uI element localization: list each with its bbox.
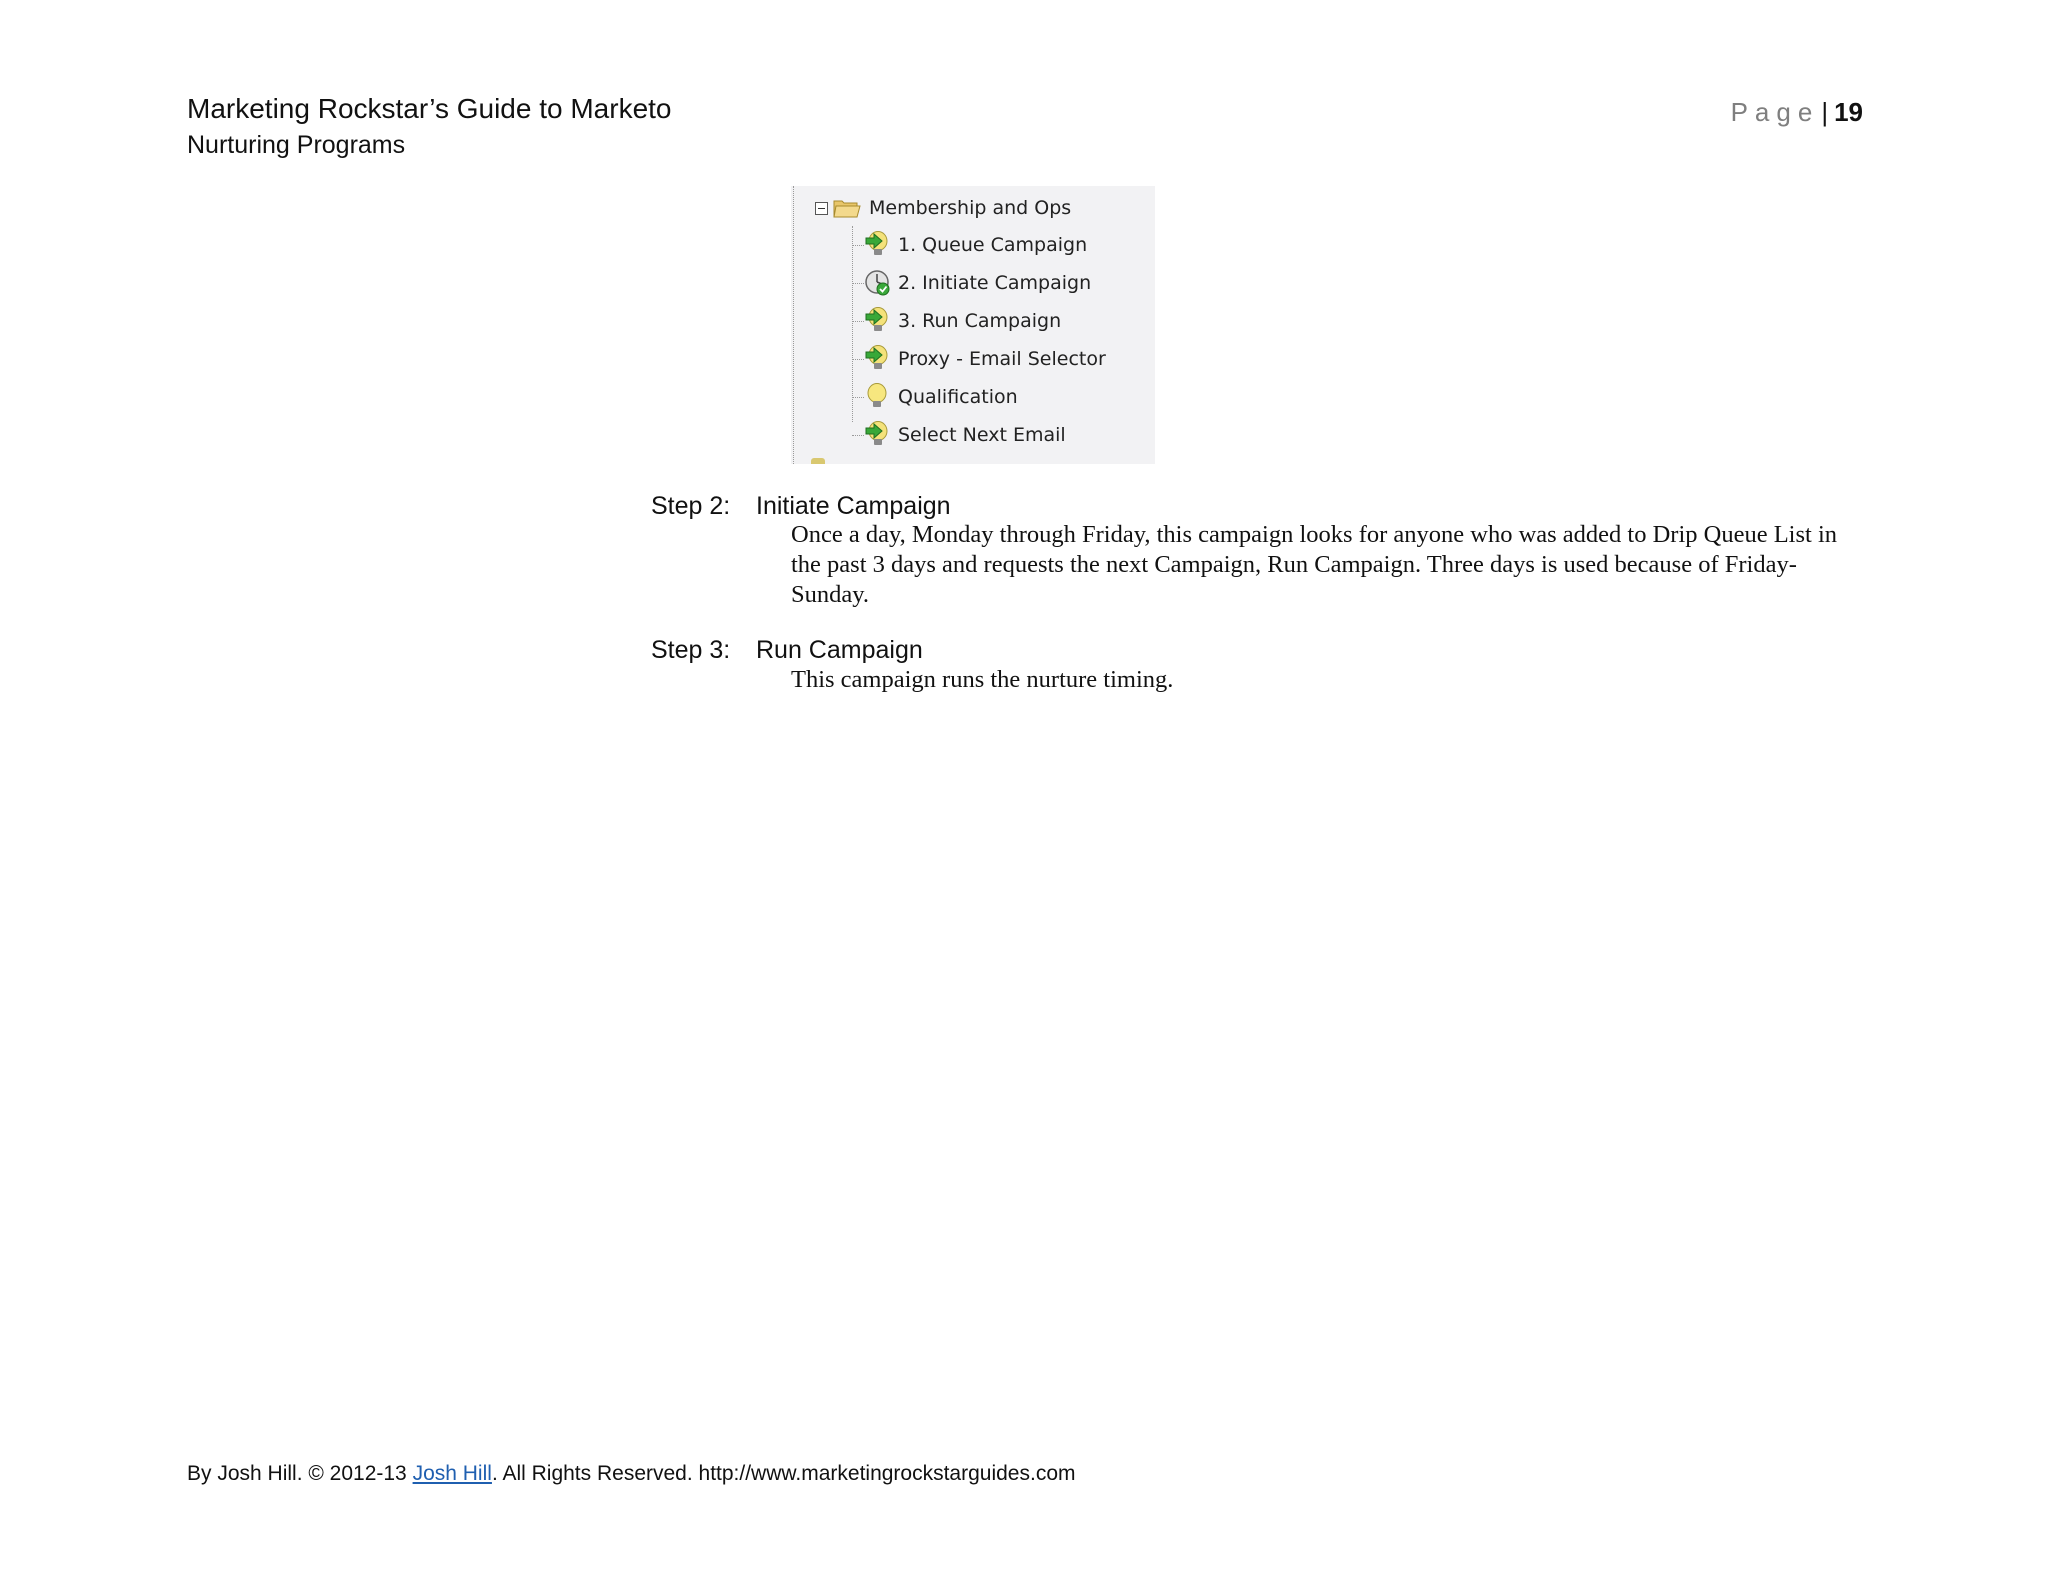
section-subtitle: Nurturing Programs: [187, 131, 406, 159]
trigger-campaign-icon: [864, 420, 890, 450]
tree-item[interactable]: [864, 228, 1087, 262]
document-title: Marketing Rockstar’s Guide to Marketo: [187, 93, 672, 124]
tree-item[interactable]: [864, 342, 1106, 376]
scheduled-campaign-icon: [864, 268, 890, 298]
tree-item-label: Proxy - Email Selector: [898, 348, 1106, 370]
tree-item-label: 2. Initiate Campaign: [898, 272, 1092, 294]
step-description: Once a day, Monday through Friday, this campaign looks for anyone who was added to Drip Queue List in the past 3 days and requests the next Campaign, Run Campaign. Three days is used because of Friday-Sunday.: [791, 521, 1838, 608]
tree-guide-line: [793, 186, 794, 464]
page-separator: |: [1821, 97, 1829, 127]
step-description: This campaign runs the nurture timing.: [791, 666, 1174, 693]
trigger-campaign-icon: [864, 344, 890, 374]
step-heading: [651, 492, 951, 521]
trigger-campaign-icon: [864, 230, 890, 260]
page-number-label: [1731, 97, 1863, 128]
step-heading: [651, 636, 923, 665]
tree-guide-line: [852, 226, 853, 422]
tree-root-node[interactable]: [815, 194, 1071, 222]
tree-root-label: Membership and Ops: [869, 197, 1072, 219]
page-footer: [187, 1462, 1076, 1486]
step-number: Step 3:: [651, 636, 731, 664]
campaign-tree-screenshot: [791, 186, 1155, 464]
page-number: 19: [1834, 97, 1863, 127]
tree-item-label: Select Next Email: [898, 424, 1066, 446]
tree-item[interactable]: [864, 266, 1091, 300]
step-number: Step 2:: [651, 492, 731, 520]
tree-item[interactable]: [864, 304, 1061, 338]
step-title: Run Campaign: [756, 636, 923, 664]
lightbulb-icon: [864, 382, 890, 412]
page-word: Page: [1730, 97, 1820, 127]
author-link[interactable]: Josh Hill: [412, 1462, 492, 1485]
footer-prefix: By Josh Hill. © 2012-13: [187, 1462, 413, 1485]
next-folder-stub: [811, 458, 825, 464]
folder-icon: [833, 197, 861, 219]
tree-item[interactable]: [864, 418, 1066, 452]
tree-item[interactable]: [864, 380, 1018, 414]
trigger-campaign-icon: [864, 306, 890, 336]
tree-item-label: Qualification: [898, 386, 1018, 408]
tree-item-label: 1. Queue Campaign: [898, 234, 1088, 256]
footer-suffix: . All Rights Reserved. http://www.marketingrockstarguides.com: [491, 1462, 1076, 1485]
step-title: Initiate Campaign: [756, 492, 951, 520]
tree-item-label: 3. Run Campaign: [898, 310, 1062, 332]
collapse-icon[interactable]: [815, 202, 828, 215]
